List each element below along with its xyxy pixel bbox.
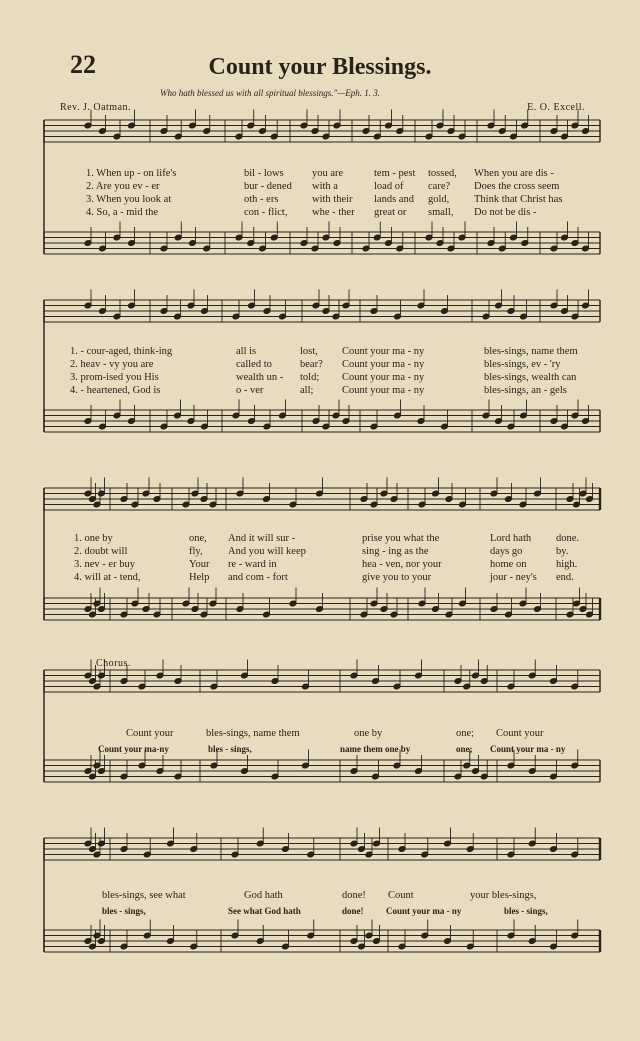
- verse-line-3b: [44, 372, 600, 385]
- lyric-6: Do not be dis -: [474, 207, 537, 218]
- lyric-1: 1. When up - on life's: [86, 168, 177, 179]
- verse-line-3c: [44, 559, 600, 572]
- verse-line-4b: [44, 385, 600, 398]
- lyric-5: jour - ney's: [490, 572, 537, 583]
- lyric-1: 2. heav - vy you are: [70, 359, 154, 370]
- lyric-4: give you to your: [362, 572, 432, 583]
- lyric-2: called to: [236, 359, 272, 370]
- lyric-5: bles-sings, wealth can: [484, 372, 577, 383]
- lyric-3: told;: [300, 372, 320, 383]
- lyric-2: oth - ers: [244, 194, 279, 205]
- chorus-lyric: your bles-sings,: [470, 890, 537, 901]
- chorus-bass-lyric: See what God hath: [228, 906, 301, 916]
- lyric-2: bil - lows: [244, 168, 284, 179]
- lyric-2: o - ver: [236, 385, 264, 396]
- lyric-2: Your: [189, 559, 210, 570]
- lyric-5: tossed,: [428, 168, 457, 179]
- lyric-4: sing - ing as the: [362, 546, 429, 557]
- lyric-3: bear?: [300, 359, 323, 370]
- hymn-number: 22: [70, 50, 96, 79]
- verse-line-2a: [44, 181, 600, 194]
- chorus-lyric: Count your: [126, 728, 174, 739]
- lyric-2: fly,: [189, 546, 203, 557]
- chorus-lyric: one;: [456, 728, 475, 739]
- lyric-3: And it will sur -: [228, 533, 296, 544]
- composer: E. O. Excell.: [527, 102, 585, 113]
- verse-line-1c: [44, 533, 600, 546]
- verse-line-4c: [44, 572, 600, 585]
- lyric-5: Lord hath: [490, 533, 532, 544]
- lyric-2: con - flict,: [244, 207, 288, 218]
- lyric-5: bles-sings, ev - 'ry: [484, 359, 561, 370]
- verse-line-2c: [44, 546, 600, 559]
- lyric-1: 3. nev - er buy: [74, 559, 135, 570]
- lyric-6: end.: [556, 572, 574, 583]
- lyric-4: Count your ma - ny: [342, 346, 425, 357]
- lyric-1: 1. - cour-aged, think-ing: [70, 346, 173, 357]
- chorus-bass-lyric: Count your ma - ny: [386, 906, 462, 916]
- lyric-4: lands and: [374, 194, 414, 205]
- lyric-5: days go: [490, 546, 523, 557]
- lyric-4: load of: [374, 181, 404, 192]
- chorus-bass-lyric: done!: [342, 906, 364, 916]
- verse-line-4a: [44, 207, 600, 220]
- chorus-bass-lyric: bles - sings,: [208, 744, 252, 754]
- lyric-3: you are: [312, 168, 344, 179]
- lyric-6: When you are dis -: [474, 168, 554, 179]
- lyricist: Rev. J. Oatman.: [60, 102, 132, 113]
- lyric-5: care?: [428, 181, 451, 192]
- lyric-3: whe - ther: [312, 207, 355, 218]
- verse-line-1b: [44, 346, 600, 359]
- lyric-4: hea - ven, nor your: [362, 559, 442, 570]
- lyric-1: 3. When you look at: [86, 194, 172, 205]
- lyric-2: wealth un -: [236, 372, 284, 383]
- chorus-lyric: Count your: [496, 728, 544, 739]
- chorus-lyric: bles-sings, see what: [102, 890, 186, 901]
- lyric-6: high.: [556, 559, 578, 570]
- chorus-label: Chorus.: [96, 658, 131, 669]
- chorus-bass-lyric: Count your ma-ny: [98, 744, 169, 754]
- lyric-2: all is: [236, 346, 257, 357]
- lyric-6: Think that Christ has: [474, 194, 563, 205]
- lyric-4: tem - pest: [374, 168, 416, 179]
- lyric-5: small,: [428, 207, 454, 218]
- lyric-1: 4. will at - tend,: [74, 572, 141, 583]
- chorus-bass-lyric: bles - sings,: [102, 906, 146, 916]
- lyric-5: bles-sings, an - gels: [484, 385, 567, 396]
- chorus-bass-lyric: name them one by: [340, 744, 411, 754]
- lyric-3: re - ward in: [228, 559, 277, 570]
- chorus-lyric: done!: [342, 890, 366, 901]
- chorus-bass-lyric: bles - sings,: [504, 906, 548, 916]
- lyric-1: 3. prom-ised you His: [70, 372, 159, 383]
- verse-line-3a: [44, 194, 600, 207]
- lyric-4: Count your ma - ny: [342, 359, 425, 370]
- lyric-4: great or: [374, 207, 407, 218]
- lyric-1: 1. one by: [74, 533, 113, 544]
- chorus-lyric: bles-sings, name them: [206, 728, 300, 739]
- lyric-3: and com - fort: [228, 572, 288, 583]
- lyric-1: 2. doubt will: [74, 546, 128, 557]
- lyric-6: Does the cross seem: [474, 181, 560, 192]
- lyric-6: done.: [556, 533, 580, 544]
- chorus-bass-lyric: one;: [456, 744, 473, 754]
- lyric-3: all;: [300, 385, 314, 396]
- epigraph: Who hath blessed us with all spiritual blessings."—Eph. 1. 3.: [160, 88, 381, 98]
- lyric-1: 4. - heartened, God is: [70, 385, 161, 396]
- lyric-2: Help: [189, 572, 210, 583]
- lyric-3: And you will keep: [228, 546, 306, 557]
- verse-line-2b: [44, 359, 600, 372]
- lyric-3: with their: [312, 194, 353, 205]
- chorus-lyric: God hath: [244, 890, 283, 901]
- lyric-4: Count your ma - ny: [342, 385, 425, 396]
- lyric-2: bur - dened: [244, 181, 292, 192]
- hymn-title: Count your Blessings.: [208, 54, 432, 80]
- chorus-lyric: Count: [388, 890, 414, 901]
- lyric-4: prise you what the: [362, 533, 440, 544]
- verse-line-1a: [44, 168, 600, 181]
- chorus-lyric: one by: [354, 728, 383, 739]
- lyric-2: one,: [189, 533, 207, 544]
- lyric-3: with a: [312, 181, 338, 192]
- lyric-3: lost,: [300, 346, 318, 357]
- lyric-1: 2. Are you ev - er: [86, 181, 160, 192]
- lyric-5: home on: [490, 559, 527, 570]
- lyric-5: gold,: [428, 194, 450, 205]
- lyric-6: by.: [556, 546, 569, 557]
- chorus-bass-lyric: Count your ma - ny: [490, 744, 566, 754]
- lyric-1: 4. So, a - mid the: [86, 207, 159, 218]
- lyric-4: Count your ma - ny: [342, 372, 425, 383]
- lyric-5: bles-sings, name them: [484, 346, 578, 357]
